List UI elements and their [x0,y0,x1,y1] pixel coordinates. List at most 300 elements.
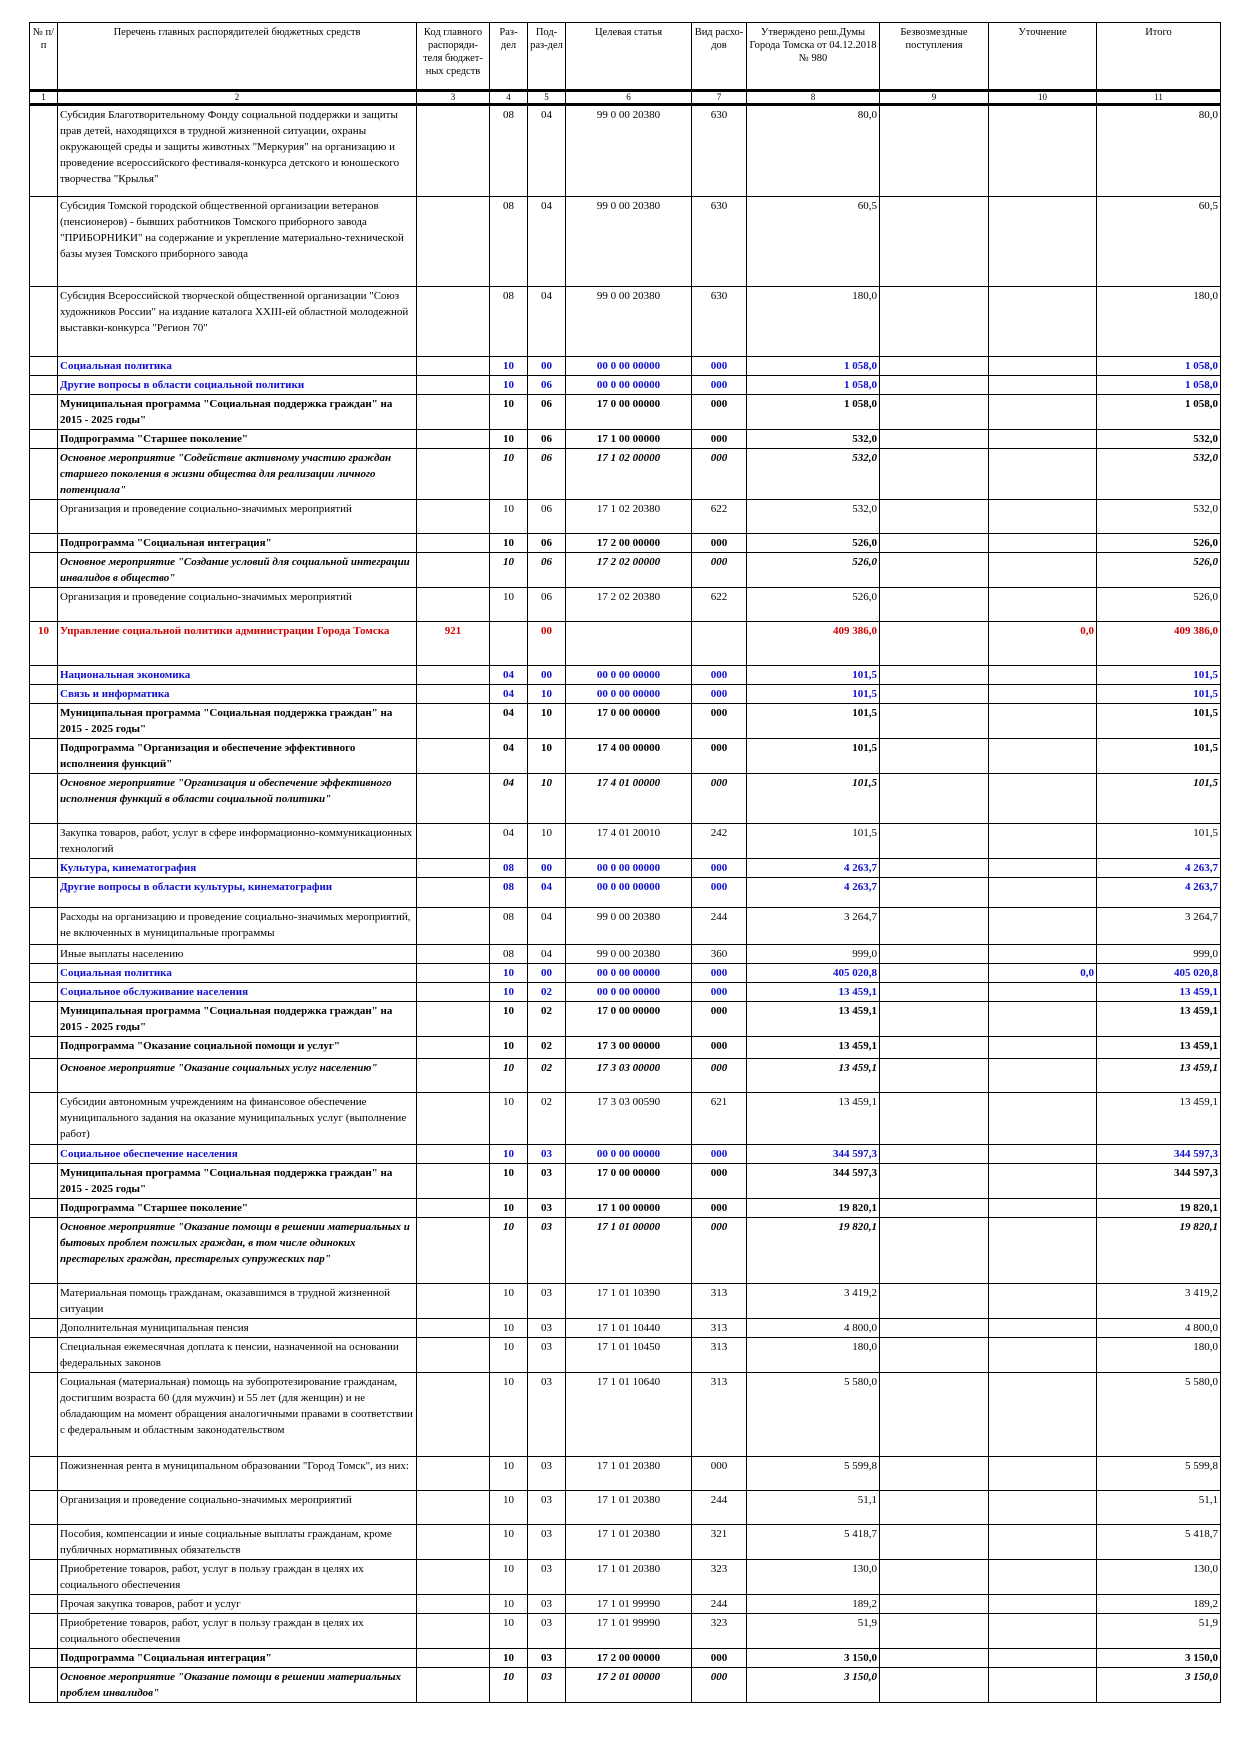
row-code [417,774,490,824]
row-code [417,983,490,1002]
row-razdel: 10 [490,1560,528,1595]
row-approved-amount: 19 820,1 [747,1199,880,1218]
row-target-article: 17 4 01 20010 [566,824,692,859]
row-target-article: 17 4 00 00000 [566,739,692,774]
table-row [30,1284,1221,1319]
row-code [417,1002,490,1037]
row-target-article: 00 0 00 00000 [566,666,692,685]
row-approved-amount: 532,0 [747,430,880,449]
row-code [417,964,490,983]
row-podrazdel: 03 [528,1218,566,1284]
row-refinement [989,983,1097,1002]
row-refinement [989,666,1097,685]
header-cell: Целевая статья [566,23,692,91]
row-expense-type: 000 [692,1145,747,1164]
table-row [30,983,1221,1002]
row-free-receipts [880,1037,989,1059]
row-razdel: 08 [490,945,528,964]
row-podrazdel: 02 [528,1037,566,1059]
row-total: 130,0 [1097,1560,1221,1595]
row-target-article: 17 1 01 20380 [566,1560,692,1595]
table-row [30,774,1221,824]
row-refinement [989,105,1097,197]
row-free-receipts [880,1284,989,1319]
column-number: 2 [58,91,417,105]
row-code [417,739,490,774]
row-free-receipts [880,1002,989,1037]
row-razdel: 04 [490,666,528,685]
row-name: Подпрограмма "Организация и обеспечение эффективного исполнения функций" [58,739,417,774]
row-razdel: 10 [490,1614,528,1649]
table-row [30,878,1221,908]
row-razdel: 10 [490,1218,528,1284]
row-expense-type: 000 [692,1037,747,1059]
row-free-receipts [880,824,989,859]
row-refinement [989,449,1097,500]
table-row [30,666,1221,685]
row-expense-type: 321 [692,1525,747,1560]
row-name: Основное мероприятие "Оказание помощи в решении материальных проблем инвалидов" [58,1668,417,1703]
row-expense-type: 323 [692,1614,747,1649]
row-expense-type: 000 [692,376,747,395]
row-approved-amount: 13 459,1 [747,1093,880,1145]
row-podrazdel: 06 [528,430,566,449]
row-expense-type: 000 [692,357,747,376]
row-target-article: 17 1 01 10390 [566,1284,692,1319]
row-free-receipts [880,622,989,666]
row-code [417,704,490,739]
row-number [30,666,58,685]
header-cell: Уточнение [989,23,1097,91]
row-target-article: 17 2 02 20380 [566,588,692,622]
row-podrazdel: 03 [528,1319,566,1338]
row-refinement [989,357,1097,376]
row-podrazdel: 04 [528,105,566,197]
row-razdel: 10 [490,376,528,395]
row-target-article: 99 0 00 20380 [566,197,692,287]
row-name: Материальная помощь гражданам, оказавшимся в трудной жизненной ситуации [58,1284,417,1319]
row-refinement [989,500,1097,534]
row-name: Подпрограмма "Социальная интеграция" [58,1649,417,1668]
row-razdel: 10 [490,1668,528,1703]
row-podrazdel: 10 [528,774,566,824]
header-cell: № п/п [30,23,58,91]
row-target-article: 17 1 01 10440 [566,1319,692,1338]
row-name: Муниципальная программа "Социальная поддержка граждан" на 2015 - 2025 годы" [58,1002,417,1037]
row-expense-type: 000 [692,449,747,500]
row-code [417,430,490,449]
row-target-article: 17 0 00 00000 [566,704,692,739]
row-target-article: 17 2 00 00000 [566,1649,692,1668]
row-podrazdel: 02 [528,1002,566,1037]
row-free-receipts [880,1457,989,1491]
row-free-receipts [880,983,989,1002]
row-razdel: 10 [490,1037,528,1059]
row-refinement [989,1373,1097,1457]
header-cell: Перечень главных распорядителей бюджетных средств [58,23,417,91]
row-total: 3 264,7 [1097,908,1221,945]
table-row [30,1649,1221,1668]
row-podrazdel: 06 [528,534,566,553]
row-approved-amount: 5 599,8 [747,1457,880,1491]
row-approved-amount: 101,5 [747,774,880,824]
row-approved-amount: 526,0 [747,553,880,588]
row-podrazdel: 06 [528,500,566,534]
row-razdel: 10 [490,1525,528,1560]
row-name: Пособия, компенсации и иные социальные выплаты гражданам, кроме публичных нормативных обязательств [58,1525,417,1560]
row-podrazdel: 03 [528,1525,566,1560]
row-number [30,1338,58,1373]
row-approved-amount: 1 058,0 [747,395,880,430]
row-razdel: 10 [490,964,528,983]
row-approved-amount: 130,0 [747,1560,880,1595]
row-razdel: 10 [490,1199,528,1218]
row-refinement [989,1164,1097,1199]
row-podrazdel: 03 [528,1560,566,1595]
row-expense-type: 000 [692,878,747,908]
table-row [30,1164,1221,1199]
row-razdel: 10 [490,1145,528,1164]
row-total: 3 419,2 [1097,1284,1221,1319]
row-total: 60,5 [1097,197,1221,287]
row-approved-amount: 3 150,0 [747,1649,880,1668]
row-name: Иные выплаты населению [58,945,417,964]
row-number [30,1164,58,1199]
row-target-article: 17 1 00 00000 [566,430,692,449]
row-podrazdel: 03 [528,1338,566,1373]
row-free-receipts [880,1560,989,1595]
row-podrazdel: 00 [528,859,566,878]
row-razdel: 10 [490,588,528,622]
row-total: 526,0 [1097,553,1221,588]
row-refinement [989,739,1097,774]
row-name: Основное мероприятие "Содействие активному участию граждан старшего поколения в жизни общества для реализации личного потенциала" [58,449,417,500]
row-free-receipts [880,964,989,983]
header-cell: Под-раз-дел [528,23,566,91]
row-podrazdel: 03 [528,1457,566,1491]
row-expense-type: 000 [692,666,747,685]
row-razdel: 10 [490,1595,528,1614]
row-target-article: 00 0 00 00000 [566,964,692,983]
row-podrazdel: 02 [528,983,566,1002]
table-row [30,357,1221,376]
row-number [30,774,58,824]
row-code [417,1668,490,1703]
row-expense-type: 000 [692,704,747,739]
row-approved-amount: 51,9 [747,1614,880,1649]
row-total: 19 820,1 [1097,1199,1221,1218]
row-free-receipts [880,1595,989,1614]
row-name: Субсидия Благотворительному Фонду социальной поддержки и защиты прав детей, находящихся в трудной жизненной ситуации, охраны окружающей среды и защиты животных "Меркурия" на организацию и проведение всероссийского фестиваля-конкурса детского и юношеского творчества "Крылья" [58,105,417,197]
row-podrazdel: 10 [528,685,566,704]
row-razdel: 08 [490,105,528,197]
row-approved-amount: 13 459,1 [747,1059,880,1093]
row-refinement [989,534,1097,553]
row-expense-type: 622 [692,588,747,622]
table-row [30,588,1221,622]
row-refinement [989,1595,1097,1614]
table-row [30,1614,1221,1649]
row-name: Другие вопросы в области социальной политики [58,376,417,395]
row-expense-type: 000 [692,859,747,878]
table-row [30,449,1221,500]
row-code [417,287,490,357]
row-free-receipts [880,685,989,704]
row-refinement: 0,0 [989,964,1097,983]
row-free-receipts [880,1093,989,1145]
row-approved-amount: 5 580,0 [747,1373,880,1457]
row-target-article: 17 3 03 00590 [566,1093,692,1145]
column-number: 4 [490,91,528,105]
row-number [30,1373,58,1457]
table-row [30,1059,1221,1093]
row-free-receipts [880,878,989,908]
row-target-article: 17 0 00 00000 [566,1164,692,1199]
row-total: 1 058,0 [1097,376,1221,395]
row-podrazdel: 06 [528,376,566,395]
table-row [30,105,1221,197]
table-row [30,430,1221,449]
row-razdel: 08 [490,287,528,357]
row-number [30,500,58,534]
row-razdel [490,622,528,666]
row-refinement [989,553,1097,588]
row-total: 999,0 [1097,945,1221,964]
row-razdel: 04 [490,685,528,704]
column-number: 6 [566,91,692,105]
row-code [417,1164,490,1199]
row-podrazdel: 03 [528,1284,566,1319]
row-podrazdel: 04 [528,197,566,287]
row-approved-amount: 4 800,0 [747,1319,880,1338]
row-number [30,1145,58,1164]
row-free-receipts [880,1373,989,1457]
row-total: 1 058,0 [1097,395,1221,430]
row-refinement [989,1560,1097,1595]
row-free-receipts [880,1614,989,1649]
row-target-article: 17 1 01 10450 [566,1338,692,1373]
row-target-article: 99 0 00 20380 [566,945,692,964]
row-target-article: 00 0 00 00000 [566,357,692,376]
row-free-receipts [880,430,989,449]
row-number [30,1319,58,1338]
row-number [30,964,58,983]
row-approved-amount: 101,5 [747,824,880,859]
row-podrazdel: 04 [528,878,566,908]
row-target-article: 17 3 00 00000 [566,1037,692,1059]
header-cell: Раз-дел [490,23,528,91]
row-refinement [989,1059,1097,1093]
row-code [417,1525,490,1560]
row-code [417,588,490,622]
row-code [417,534,490,553]
row-code [417,1093,490,1145]
row-expense-type: 313 [692,1319,747,1338]
row-number [30,1595,58,1614]
row-razdel: 10 [490,1059,528,1093]
row-free-receipts [880,534,989,553]
row-target-article: 17 1 01 00000 [566,1218,692,1284]
table-body [30,105,1221,1703]
row-free-receipts [880,859,989,878]
row-total: 344 597,3 [1097,1164,1221,1199]
row-name: Подпрограмма "Старшее поколение" [58,1199,417,1218]
row-code [417,1595,490,1614]
row-free-receipts [880,1319,989,1338]
table-row [30,197,1221,287]
row-target-article: 99 0 00 20380 [566,105,692,197]
row-expense-type: 000 [692,1059,747,1093]
row-target-article: 00 0 00 00000 [566,1145,692,1164]
row-approved-amount: 532,0 [747,500,880,534]
row-approved-amount: 1 058,0 [747,376,880,395]
row-approved-amount: 101,5 [747,666,880,685]
row-code [417,1059,490,1093]
row-free-receipts [880,1145,989,1164]
budget-table [29,22,1221,1703]
row-total: 51,1 [1097,1491,1221,1525]
row-razdel: 10 [490,1373,528,1457]
row-target-article: 17 1 01 10640 [566,1373,692,1457]
row-expense-type: 244 [692,908,747,945]
row-total: 405 020,8 [1097,964,1221,983]
row-code [417,1145,490,1164]
row-name: Муниципальная программа "Социальная поддержка граждан" на 2015 - 2025 годы" [58,704,417,739]
row-name: Специальная ежемесячная доплата к пенсии, назначенной на основании федеральных законов [58,1338,417,1373]
row-target-article: 17 1 01 99990 [566,1595,692,1614]
row-total: 51,9 [1097,1614,1221,1649]
row-total: 101,5 [1097,824,1221,859]
row-code [417,908,490,945]
header-cell: Итого [1097,23,1221,91]
row-approved-amount: 80,0 [747,105,880,197]
row-podrazdel: 10 [528,824,566,859]
row-podrazdel: 02 [528,1059,566,1093]
row-name: Социальное обслуживание населения [58,983,417,1002]
row-number [30,588,58,622]
row-podrazdel: 10 [528,739,566,774]
row-refinement [989,197,1097,287]
row-expense-type: 313 [692,1373,747,1457]
row-number [30,945,58,964]
row-target-article: 17 2 02 00000 [566,553,692,588]
row-total: 13 459,1 [1097,983,1221,1002]
row-target-article: 00 0 00 00000 [566,685,692,704]
table-row [30,739,1221,774]
row-podrazdel: 03 [528,1164,566,1199]
row-code [417,1560,490,1595]
row-name: Культура, кинематография [58,859,417,878]
table-row [30,1319,1221,1338]
row-name: Пожизненная рента в муниципальном образовании "Город Томск", из них: [58,1457,417,1491]
column-number-row [30,91,1221,105]
row-refinement [989,1093,1097,1145]
row-code: 921 [417,622,490,666]
column-number: 10 [989,91,1097,105]
table-row [30,1002,1221,1037]
row-refinement [989,878,1097,908]
row-target-article: 99 0 00 20380 [566,287,692,357]
table-row [30,534,1221,553]
table-row [30,824,1221,859]
row-podrazdel: 02 [528,1093,566,1145]
row-podrazdel: 00 [528,964,566,983]
row-number [30,357,58,376]
row-refinement [989,824,1097,859]
row-name: Основное мероприятие "Оказание социальных услуг населению" [58,1059,417,1093]
row-total: 4 263,7 [1097,878,1221,908]
row-name: Организация и проведение социально-значимых мероприятий [58,500,417,534]
row-refinement [989,588,1097,622]
table-row [30,685,1221,704]
row-refinement [989,1649,1097,1668]
row-number [30,1093,58,1145]
row-razdel: 10 [490,553,528,588]
row-razdel: 10 [490,1002,528,1037]
row-code [417,1373,490,1457]
row-refinement [989,287,1097,357]
row-approved-amount: 5 418,7 [747,1525,880,1560]
row-free-receipts [880,1525,989,1560]
row-number [30,376,58,395]
row-name: Национальная экономика [58,666,417,685]
row-razdel: 08 [490,908,528,945]
row-code [417,376,490,395]
row-expense-type: 000 [692,739,747,774]
row-total: 101,5 [1097,774,1221,824]
row-expense-type: 621 [692,1093,747,1145]
row-number [30,1059,58,1093]
column-number: 3 [417,91,490,105]
row-code [417,1218,490,1284]
row-free-receipts [880,376,989,395]
row-number [30,287,58,357]
row-free-receipts [880,1338,989,1373]
row-target-article: 17 2 00 00000 [566,534,692,553]
row-refinement [989,1668,1097,1703]
column-number: 1 [30,91,58,105]
row-refinement [989,908,1097,945]
row-refinement [989,1218,1097,1284]
row-razdel: 10 [490,1491,528,1525]
row-free-receipts [880,1164,989,1199]
row-number [30,859,58,878]
row-code [417,1338,490,1373]
row-approved-amount: 526,0 [747,588,880,622]
row-total: 101,5 [1097,685,1221,704]
row-expense-type: 000 [692,395,747,430]
row-number [30,685,58,704]
table-row [30,1338,1221,1373]
row-number [30,739,58,774]
row-free-receipts [880,287,989,357]
row-number [30,1037,58,1059]
table-row [30,500,1221,534]
row-refinement [989,774,1097,824]
row-podrazdel: 06 [528,449,566,500]
row-number [30,1491,58,1525]
table-row [30,1595,1221,1614]
table-row [30,1199,1221,1218]
row-number [30,395,58,430]
row-refinement [989,1338,1097,1373]
row-refinement [989,1284,1097,1319]
row-name: Подпрограмма "Старшее поколение" [58,430,417,449]
row-total: 101,5 [1097,704,1221,739]
row-razdel: 10 [490,534,528,553]
row-total: 13 459,1 [1097,1002,1221,1037]
row-razdel: 10 [490,1319,528,1338]
